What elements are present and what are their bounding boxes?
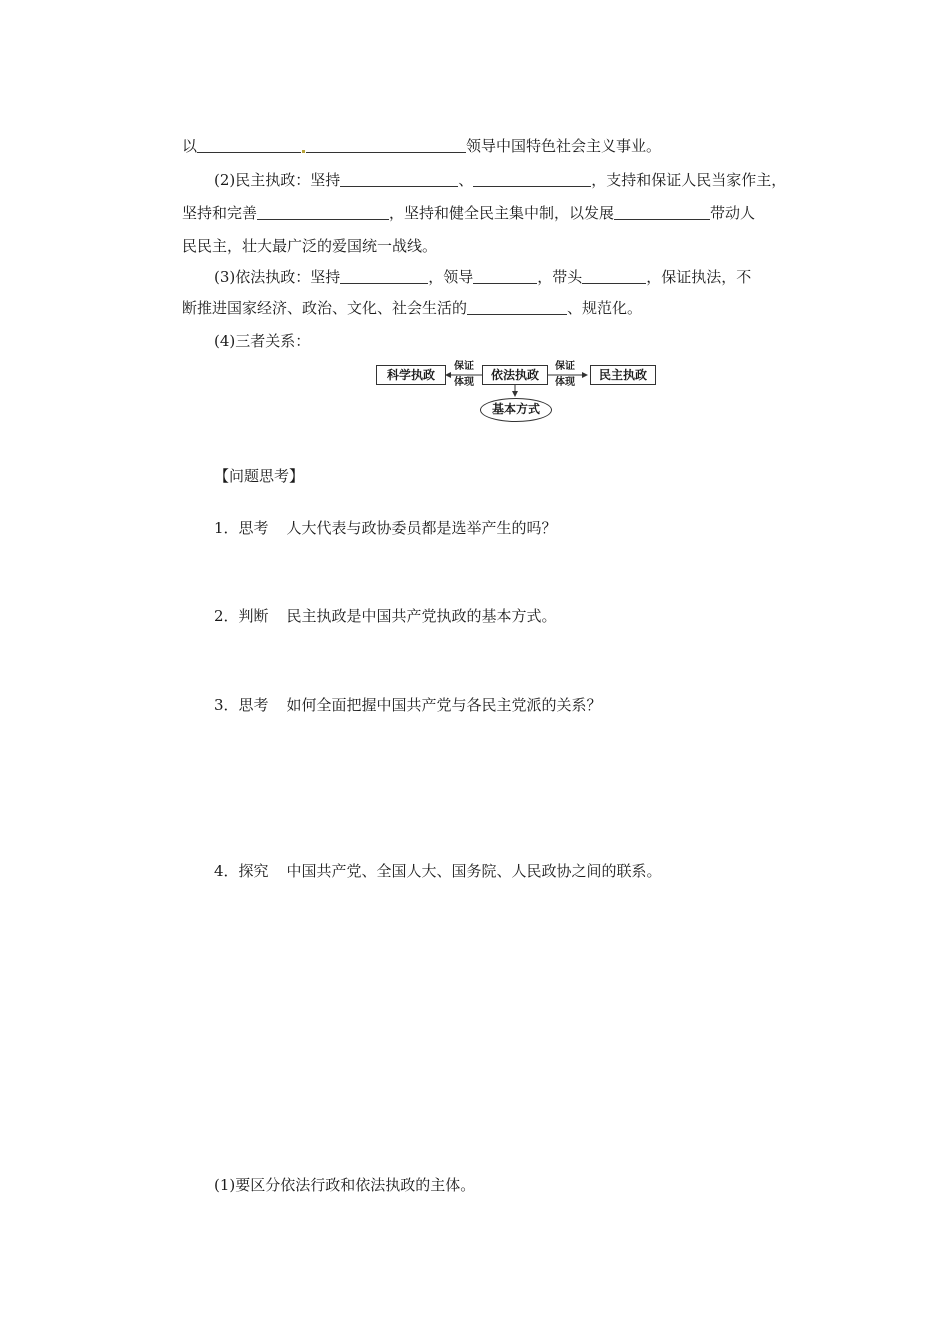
p2-text1: ，支持和保证人民当家作主， — [591, 171, 787, 189]
intro-line — [182, 136, 661, 156]
intro-suffix: 领导中国特色社会主义事业。 — [466, 137, 662, 155]
relationship-diagram — [376, 358, 656, 428]
blank-6[interactable] — [614, 205, 710, 220]
p3-line2b: 、规范化。 — [567, 299, 643, 317]
question-text: 如何全面把握中国共产党与各民主党派的关系？ — [286, 696, 602, 714]
p2-line2a: 坚持和完善 — [182, 204, 258, 222]
p2-line2c: 带动人 — [710, 204, 756, 222]
blank-2[interactable] — [306, 138, 466, 153]
box-lawful: 依法执政 — [482, 365, 548, 385]
left-label-2: 体现 — [454, 377, 474, 388]
right-label-2: 体现 — [555, 377, 575, 388]
p3-t3: ，保证执法，不 — [646, 268, 752, 286]
p2-line1 — [214, 170, 786, 190]
dot-mark — [302, 150, 305, 153]
blank-5[interactable] — [257, 205, 389, 220]
question-text: 民主执政是中国共产党执政的基本方式。 — [286, 607, 557, 625]
question-text: 人大代表与政协委员都是选举产生的吗？ — [286, 519, 557, 537]
p3-t1: ，领导 — [428, 268, 474, 286]
question-num: 2．判断 — [214, 607, 269, 625]
question-text: 中国共产党、全国人大、国务院、人民政协之间的联系。 — [286, 862, 662, 880]
note-line: (1)要区分依法行政和依法执政的主体。 — [214, 1176, 476, 1194]
p3-line2a: 断推进国家经济、政治、文化、社会生活的 — [182, 299, 468, 317]
p2-line3: 民民主，壮大最广泛的爱国统一战线。 — [182, 237, 438, 255]
p3-t2: ，带头 — [537, 268, 583, 286]
p3-line1 — [214, 267, 751, 287]
p4-label: (4)三者关系： — [214, 332, 311, 350]
blank-3[interactable] — [340, 172, 458, 187]
question-3 — [214, 695, 602, 715]
p2-line2 — [182, 203, 755, 223]
question-1 — [214, 518, 557, 538]
intro-prefix: 以 — [182, 137, 198, 155]
box-scientific: 科学执政 — [376, 365, 446, 385]
box-democratic: 民主执政 — [590, 365, 656, 385]
p3-line2 — [182, 298, 642, 318]
p2-line2b: ，坚持和健全民主集中制，以发展 — [389, 204, 615, 222]
blank-1[interactable] — [197, 138, 301, 153]
blank-10[interactable] — [467, 300, 567, 315]
section-title: 【问题思考】 — [214, 467, 305, 485]
question-num: 4．探究 — [214, 862, 269, 880]
p2-label: (2)民主执政：坚持 — [214, 171, 341, 189]
blank-4[interactable] — [473, 172, 591, 187]
blank-8[interactable] — [473, 269, 537, 284]
blank-7[interactable] — [340, 269, 428, 284]
ellipse-basic-method: 基本方式 — [480, 398, 552, 422]
question-num: 1．思考 — [214, 519, 269, 537]
left-label-1: 保证 — [454, 361, 474, 372]
blank-9[interactable] — [582, 269, 646, 284]
p2-sep: 、 — [458, 171, 474, 189]
p3-label: (3)依法执政：坚持 — [214, 268, 341, 286]
question-num: 3．思考 — [214, 696, 269, 714]
right-label-1: 保证 — [555, 361, 575, 372]
question-2 — [214, 606, 557, 626]
question-4 — [214, 861, 662, 881]
